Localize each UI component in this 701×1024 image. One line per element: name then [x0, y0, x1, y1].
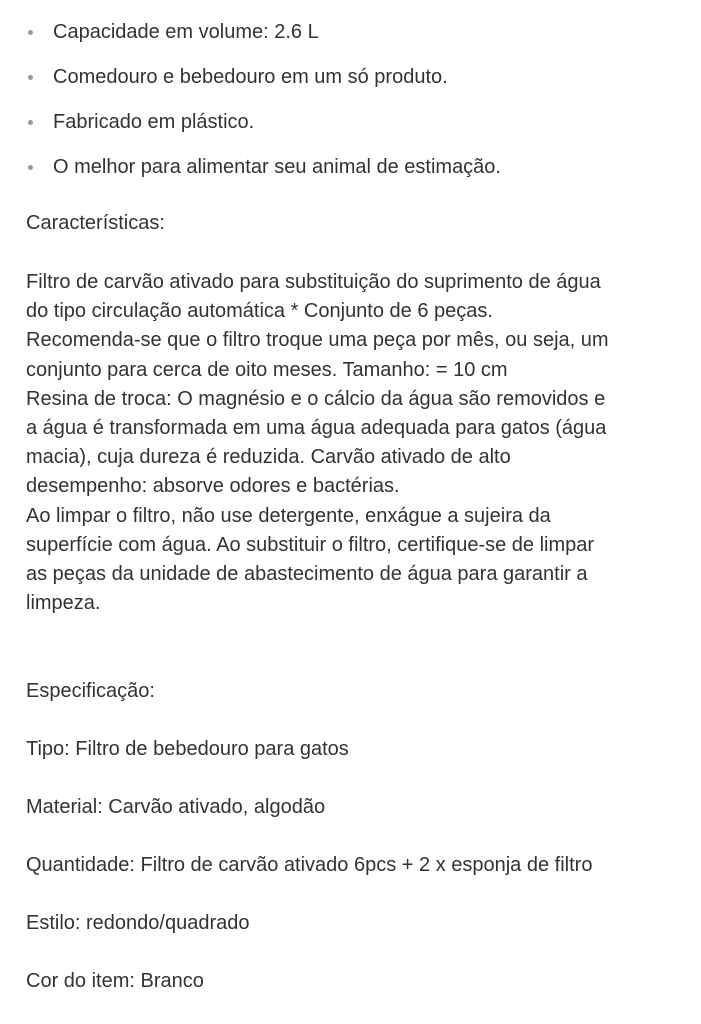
bullet-dot-icon: [28, 120, 33, 125]
description-line: a água é transformada em uma água adequada para gatos (água: [26, 417, 607, 440]
description-paragraph: [26, 268, 686, 618]
bullet-dot-icon: [28, 165, 33, 170]
description-line: limpeza.: [26, 592, 101, 615]
list-item: [26, 108, 686, 136]
feature-text: Capacidade em volume: 2.6 L: [53, 21, 319, 43]
description-line: as peças da unidade de abastecimento de água para garantir a: [26, 563, 588, 586]
spec-cor: Cor do item: Branco: [26, 970, 204, 992]
bullet-dot-icon: [28, 75, 33, 80]
bullet-dot-icon: [28, 30, 33, 35]
description-line: macia), cuja dureza é reduzida. Carvão ativado de alto: [26, 446, 511, 469]
feature-text: Comedouro e bebedouro em um só produto.: [53, 66, 448, 88]
spec-material: Material: Carvão ativado, algodão: [26, 796, 326, 818]
feature-text: O melhor para alimentar seu animal de estimação.: [53, 156, 501, 178]
description-line: Filtro de carvão ativado para substituição do suprimento de água: [26, 271, 601, 293]
feature-text: Fabricado em plástico.: [53, 111, 255, 133]
spec-tipo: Tipo: Filtro de bebedouro para gatos: [26, 738, 349, 760]
description-line: desempenho: absorve odores e bactérias.: [26, 475, 400, 498]
description-line: conjunto para cerca de oito meses. Tamanho: = 10 cm: [26, 358, 508, 381]
description-line: Ao limpar o filtro, não use detergente, enxágue a sujeira da: [26, 504, 551, 527]
especificacao-heading: Especificação:: [26, 680, 155, 702]
list-item: [26, 63, 686, 91]
description-line: Resina de troca: O magnésio e o cálcio da água são removidos e: [26, 387, 606, 410]
spec-quantidade: Quantidade: Filtro de carvão ativado 6pcs + 2 x esponja de filtro: [26, 854, 593, 876]
list-item: [26, 153, 686, 181]
description-line: do tipo circulação automática * Conjunto de 6 peças.: [26, 300, 493, 323]
description-line: Recomenda-se que o filtro troque uma peça por mês, ou seja, um: [26, 329, 609, 352]
caracteristicas-heading: Características:: [26, 212, 165, 234]
spec-estilo: Estilo: redondo/quadrado: [26, 912, 250, 934]
feature-list: [26, 18, 686, 198]
description-line: superfície com água. Ao substituir o filtro, certifique-se de limpar: [26, 533, 595, 556]
list-item: [26, 18, 686, 46]
